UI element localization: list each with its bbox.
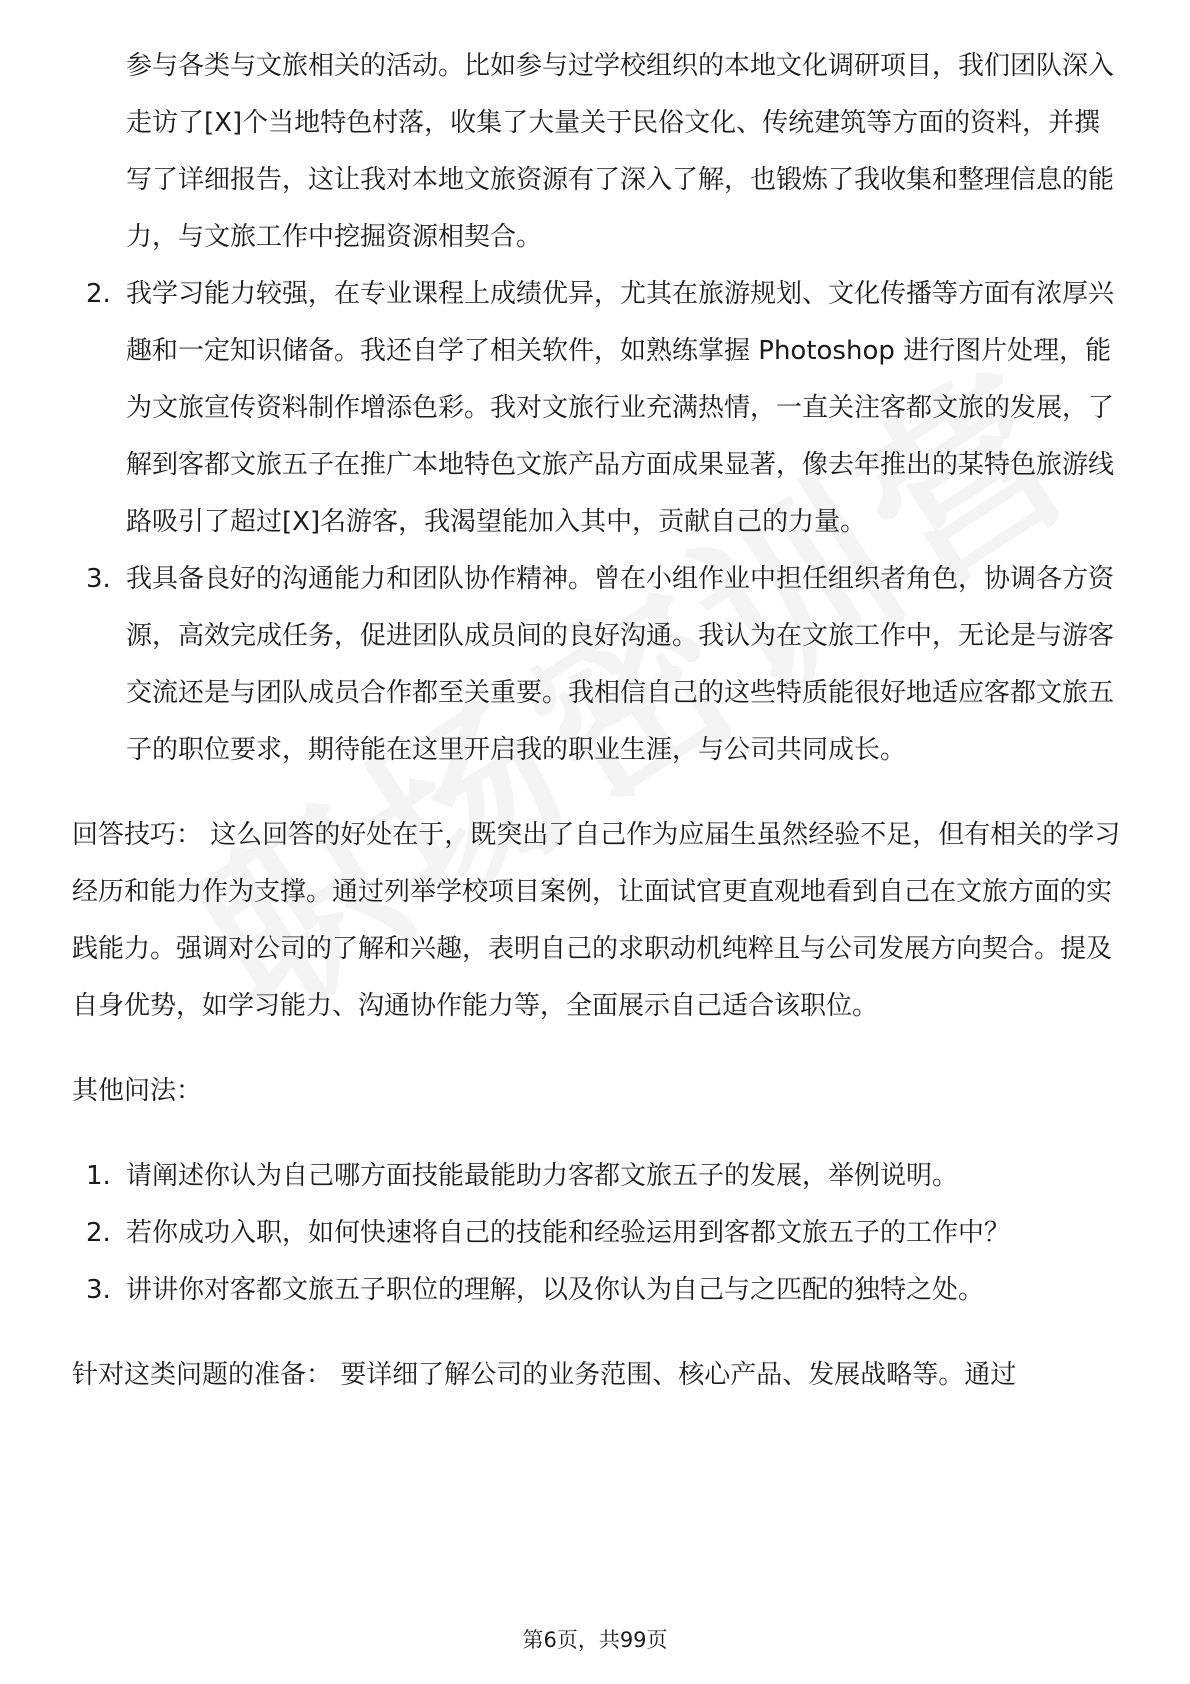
list-number: 3. [86, 564, 111, 594]
list-number: 3. [86, 1275, 111, 1305]
list-item-text: 请阐述你认为自己哪方面技能最能助力客都文旅五子的发展，举例说明。 [126, 1161, 959, 1191]
list-number: 1. [86, 1161, 111, 1191]
other-question-item-2 [72, 1205, 1122, 1262]
page-number-footer: 第6页，共99页 [522, 1628, 668, 1652]
list-item-text: 我学习能力较强，在专业课程上成绩优异，尤其在旅游规划、文化传播等方面有浓厚兴趣和一定知识储备。我还自学了相关软件，如熟练掌握 Photoshop 进行图片处理，能为文旅宣传资料制作增添色彩。我对文旅行业充满热情，一直关注客都文旅的发展，了解到客都文旅五子在推广本地特色文旅产品方面成果显著，像去年推出的某特色旅游线路吸引了超过[X]名游客，我渴望能加入其中，贡献自己的力量。 [126, 279, 1115, 537]
list-item-text: 讲讲你对客都文旅五子职位的理解，以及你认为自己与之匹配的独特之处。 [126, 1275, 985, 1305]
answer-list-item-2 [72, 266, 1122, 551]
list-item-continuation [72, 38, 1122, 266]
page-content [72, 38, 1122, 1404]
list-number: 2. [86, 1218, 111, 1248]
other-question-item-1 [72, 1148, 1122, 1205]
list-number: 2. [86, 279, 111, 309]
list-item-text: 我具备良好的沟通能力和团队协作精神。曾在小组作业中担任组织者角色，协调各方资源，高效完成任务，促进团队成员间的良好沟通。我认为在文旅工作中，无论是与游客交流还是与团队成员合作都至关重要。我相信自己的这些特质能很好地适应客都文旅五子的职位要求，期待能在这里开启我的职业生涯，与公司共同成长。 [126, 564, 1115, 765]
answer-list-item-3 [72, 551, 1122, 779]
other-questions-heading: 其他问法： [72, 1076, 203, 1106]
list-item-text: 参与各类与文旅相关的活动。比如参与过学校组织的本地文化调研项目，我们团队深入走访了[X]个当地特色村落，收集了大量关于民俗文化、传统建筑等方面的资料，并撰写了详细报告，这让我对本地文旅资源有了深入了解，也锻炼了我收集和整理信息的能力，与文旅工作中挖掘资源相契合。 [126, 51, 1115, 252]
answer-tips-paragraph: 回答技巧： 这么回答的好处在于，既突出了自己作为应届生虽然经验不足，但有相关的学习经历和能力作为支撑。通过列举学校项目案例，让面试官更直观地看到自己在文旅方面的实践能力。强调对公司的了解和兴趣，表明自己的求职动机纯粹且与公司发展方向契合。提及自身优势，如学习能力、沟通协作能力等，全面展示自己适合该职位。 [72, 820, 1121, 1021]
list-item-text: 若你成功入职，如何快速将自己的技能和经验运用到客都文旅五子的工作中？ [126, 1218, 1011, 1248]
other-question-item-3 [72, 1262, 1122, 1319]
preparation-paragraph: 针对这类问题的准备： 要详细了解公司的业务范围、核心产品、发展战略等。通过 [72, 1360, 1017, 1390]
